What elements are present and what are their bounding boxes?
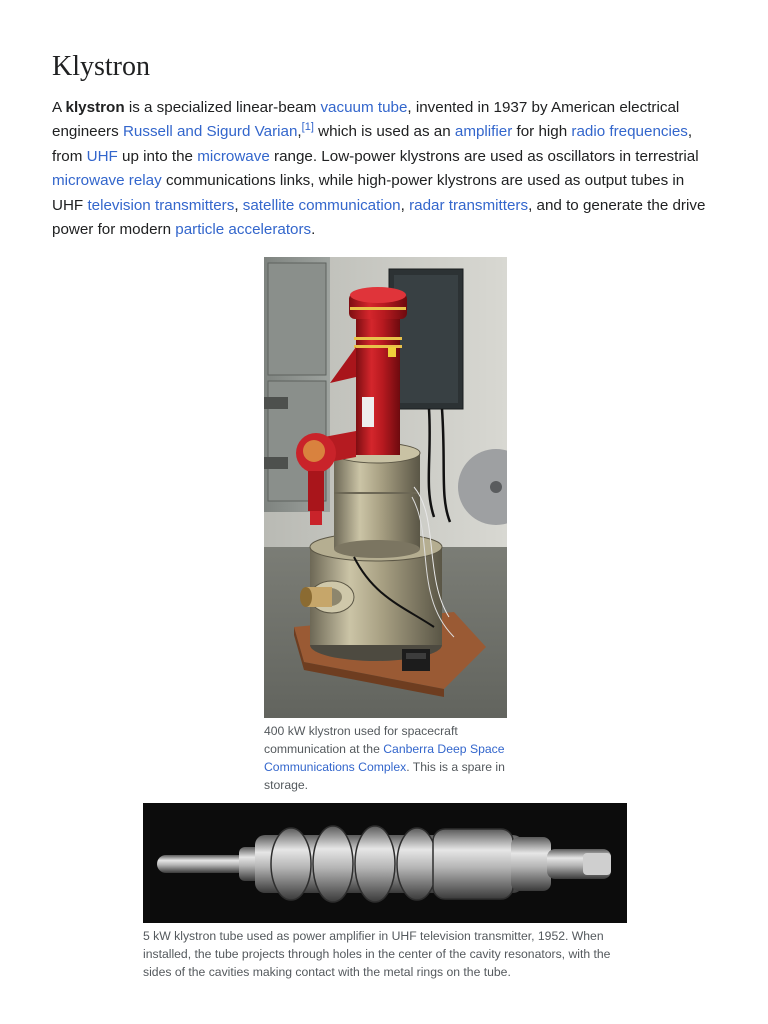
link-particle-accelerators[interactable]: particle accelerators xyxy=(175,221,312,239)
lead-text: range. Low-power klystrons are used as oscillators in terrestrial xyxy=(269,147,699,165)
link-canberra-complex[interactable]: Canberra Deep Space Communications Complex xyxy=(264,742,505,774)
caption-text: . This is a spare in storage. xyxy=(264,760,505,792)
link-microwave[interactable]: microwave xyxy=(197,147,270,165)
lead-text: up into the xyxy=(117,147,198,165)
lead-text: , and to generate the drive power for modern xyxy=(52,196,706,239)
lead-text: communications links, while high-power klystrons are used as output tubes in UHF xyxy=(52,172,685,214)
figure-400kw-klystron xyxy=(264,257,507,794)
lead-text: , xyxy=(297,123,302,141)
link-radio-frequencies[interactable]: radio frequencies xyxy=(571,123,688,141)
lead-text: A xyxy=(52,99,66,116)
lead-paragraph xyxy=(52,96,716,242)
figure-5kw-caption: 5 kW klystron tube used as power amplifier in UHF television transmitter, 1952. When installed, the tube projects through holes in the center of the cavity resonators, with the sides of the cavities making contact with the metal rings on the tube. xyxy=(143,929,611,979)
link-amplifier[interactable]: amplifier xyxy=(454,123,513,141)
lead-text: , invented in 1937 by American electrical engineers xyxy=(52,99,680,141)
page-title: Klystron xyxy=(52,51,150,82)
klystron-tube-photo[interactable] xyxy=(143,803,627,923)
klystron-tube-illustration xyxy=(143,803,627,923)
link-uhf[interactable]: UHF xyxy=(86,147,118,165)
lead-text: , xyxy=(400,196,410,214)
link-russell-sigurd-varian[interactable]: Russell and Sigurd Varian xyxy=(122,123,298,141)
link-television-transmitters[interactable]: television transmitters xyxy=(87,196,235,214)
lead-text: . xyxy=(311,221,316,239)
reference-1-link[interactable]: [1] xyxy=(301,121,314,134)
lead-text: for high xyxy=(512,123,572,141)
caption-text: 400 kW klystron used for spacecraft communication at the xyxy=(264,724,458,756)
link-satellite-communication[interactable]: satellite communication xyxy=(242,196,401,214)
lead-text: is a specialized linear-beam xyxy=(124,99,321,116)
link-microwave-relay[interactable]: microwave relay xyxy=(52,172,162,190)
link-vacuum-tube[interactable]: vacuum tube xyxy=(320,99,408,116)
figure-5kw-klystron-tube xyxy=(143,803,627,981)
figure-400kw-caption xyxy=(264,722,507,794)
klystron-photo[interactable] xyxy=(264,257,507,718)
lead-text: , xyxy=(234,196,243,214)
klystron-photo-illustration xyxy=(264,257,507,718)
lead-text: which is used as an xyxy=(313,123,455,141)
reference-1[interactable] xyxy=(302,121,314,133)
link-radar-transmitters[interactable]: radar transmitters xyxy=(409,196,529,214)
lead-bold-term: klystron xyxy=(65,99,125,116)
lead-text: , from xyxy=(52,123,693,165)
